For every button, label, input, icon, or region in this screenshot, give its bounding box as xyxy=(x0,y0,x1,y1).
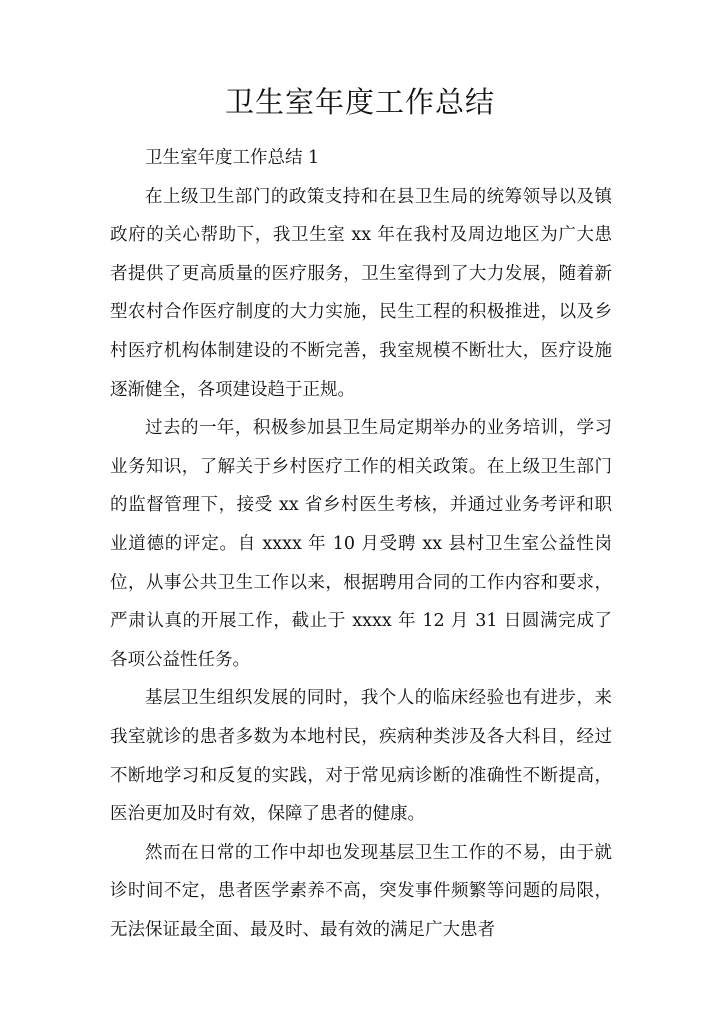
paragraph-1: 在上级卫生部门的政策支持和在县卫生局的统筹领导以及镇政府的关心帮助下，我卫生室 xx 年在我村及周边地区为广大患者提供了更高质量的医疗服务，卫生室得到了大力发展，随着新型农村合作医疗制度的大力实施，民生工程的积极推进，以及乡村医疗机构体制建设的不断完善，我室规模不断壮大，医疗设施逐渐健全，各项建设趋于正规。 xyxy=(110,186,612,400)
section-subtitle: 卫生室年度工作总结 1 xyxy=(145,148,320,168)
document-body xyxy=(110,139,612,949)
paragraph-4: 然而在日常的工作中却也发现基层卫生工作的不易，由于就诊时间不定，患者医学素养不高，突发事件频繁等问题的局限，无法保证最全面、最及时、最有效的满足广大患者 xyxy=(110,842,612,940)
paragraph-2: 过去的一年，积极参加县卫生局定期举办的业务培训，学习业务知识，了解关于乡村医疗工作的相关政策。在上级卫生部门的监督管理下，接受 xx 省乡村医生考核，并通过业务考评和职业道德的评定。自 xxxx 年 10 月受聘 xx 县村卫生室公益性岗位，从事公共卫生工作以来，根据聘用合同的工作内容和要求，严肃认真的开展工作，截止于 xxxx 年 12 月 31 日圆满完成了各项公益性任务。 xyxy=(110,418,612,670)
paragraph-3: 基层卫生组织发展的同时，我个人的临床经验也有进步，来我室就诊的患者多数为本地村民，疾病种类涉及各大科目，经过不断地学习和反复的实践，对于常见病诊断的准确性不断提高，医治更加及时有效，保障了患者的健康。 xyxy=(110,688,612,825)
document-title: 卫生室年度工作总结 xyxy=(224,85,495,119)
